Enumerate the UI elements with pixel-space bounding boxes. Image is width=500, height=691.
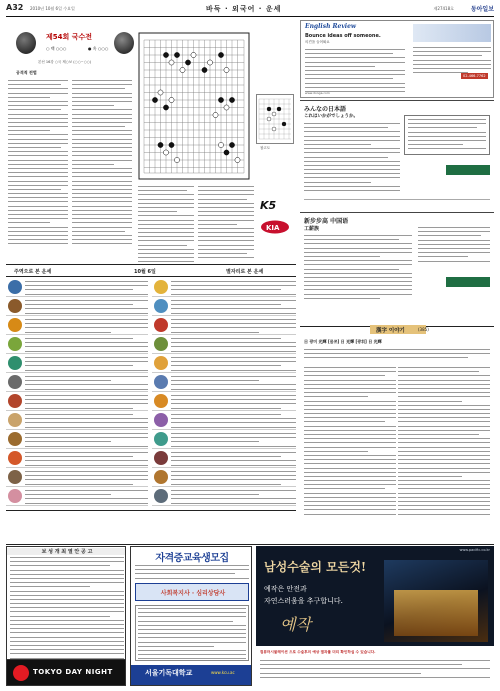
dragon-icon — [8, 356, 22, 370]
japanese-section-title: みんなの日本語 — [304, 106, 347, 113]
tokyo-ad — [7, 659, 126, 686]
english-photo — [413, 24, 491, 42]
japanese-headline: これはいかがでしょうか。 — [304, 114, 358, 119]
page-header — [6, 3, 494, 17]
baduk-title: 제54회 국수전 — [46, 33, 92, 41]
horse-icon — [8, 394, 22, 408]
ox-icon — [8, 299, 22, 313]
hospital-ad — [256, 546, 494, 686]
taurus-icon — [154, 337, 168, 351]
hanja-quote — [304, 349, 490, 362]
hospital-ad-line2: 자연스러움을 추구합니다. — [264, 597, 343, 605]
hanja-section-title: 漢字 이야기 — [376, 328, 405, 334]
svg-text:KIA: KIA — [266, 224, 280, 232]
baduk-section — [6, 20, 296, 262]
diagram-caption: 공격적 전법 — [16, 70, 37, 75]
license-ad — [130, 546, 252, 686]
player-photo-black — [114, 32, 134, 54]
english-review-section — [300, 20, 494, 98]
hospital-ad-line1: 예작은 안전과 — [264, 585, 307, 593]
english-phone: 02-466-7762 — [463, 74, 486, 78]
baduk-commentary-2 — [72, 80, 132, 255]
scorpio-icon — [154, 451, 168, 465]
newspaper-logo: 동아일보 — [470, 6, 494, 13]
notice-ad — [6, 546, 126, 686]
horoscope-left-title: 주역으로 본 운세 — [14, 269, 52, 275]
gemini-icon — [154, 356, 168, 370]
hospital-ad-site[interactable]: www.pacific.co.kr — [459, 548, 490, 552]
hospital-ad-photo — [384, 560, 488, 642]
japanese-logo — [446, 165, 490, 175]
japanese-vocab-box — [404, 115, 490, 155]
virgo-icon — [154, 413, 168, 427]
hanja-body-2 — [398, 367, 490, 518]
dog-icon — [8, 470, 22, 484]
libra-icon — [154, 432, 168, 446]
english-section-title: English Review — [305, 23, 357, 30]
license-ad-intro — [135, 565, 249, 582]
aries-icon — [154, 318, 168, 332]
notice-title: 보 성 개 최 열 안 공 고 — [7, 548, 126, 555]
rabbit-icon — [8, 337, 22, 351]
go-board-diagram — [138, 32, 250, 180]
license-school-site[interactable]: www.kcu.ac — [211, 670, 235, 675]
hospital-ad-footer — [256, 646, 494, 686]
chinese-section-title: 新步步高 中国语 — [304, 218, 349, 225]
chinese-logo — [446, 277, 490, 287]
reference-diagram-label: 참고도 — [260, 146, 271, 150]
horoscope-right-title: 별자리로 본 운세 — [226, 269, 264, 275]
license-ad-banner — [135, 583, 249, 601]
capricorn-icon — [154, 489, 168, 503]
snake-icon — [8, 375, 22, 389]
page-number: A32 — [6, 3, 24, 12]
player-white: ○ 백 ○○○ — [46, 46, 67, 51]
english-dialogue — [305, 49, 405, 95]
chinese-headline: 工薪族 — [304, 226, 320, 232]
japanese-footer — [304, 199, 490, 200]
hospital-ad-foot: 컴퓨터시뮬레이션 으로 수술후의 예상 결과를 미리 확인하실 수 있습니다. — [260, 650, 376, 654]
license-ad-title: 자격증교육생모집 — [155, 553, 229, 564]
reference-diagram — [256, 94, 294, 144]
license-ad-sub: 사회복지사 · 심리상담사 — [160, 590, 226, 597]
player-black: ● 흑 ○○○ — [88, 46, 109, 51]
japanese-section — [300, 100, 494, 210]
hanja-body-1 — [304, 367, 396, 518]
english-site[interactable]: www.donga.com — [305, 91, 330, 95]
hanja-section — [300, 326, 494, 540]
chinese-dialogue — [304, 235, 412, 302]
hospital-ad-logo: 예작 — [280, 615, 311, 634]
aquarius-icon — [154, 280, 168, 294]
leo-icon — [154, 394, 168, 408]
tiger-icon — [8, 318, 22, 332]
tokyo-logo-icon — [13, 665, 29, 681]
game-subtitle: 본선 16강 ○국 제○보 (○○~○○) — [38, 60, 92, 64]
rat-icon — [8, 280, 22, 294]
horoscope-date: 10월 6일 — [134, 269, 156, 275]
hanja-section-number: (385) — [418, 327, 429, 332]
sponsor-logo-kia — [260, 220, 290, 234]
zodiac-animal-list — [6, 278, 148, 506]
baduk-commentary-3 — [138, 186, 194, 258]
notice-body — [10, 557, 124, 670]
issue-number: 제27418호 — [433, 6, 454, 11]
tokyo-ad-title: TOKYO DAY NIGHT — [33, 668, 113, 676]
license-ad-table — [135, 605, 249, 661]
hanja-headline: 日 광미 光輝 [몸쯔] 日 光輝 [광휘] 日 光輝 — [304, 339, 382, 344]
zodiac-star-list — [152, 278, 296, 506]
pisces-icon — [154, 299, 168, 313]
player-photo-white — [16, 32, 36, 54]
sagittarius-icon — [154, 470, 168, 484]
license-school-name: 서울기독대학교 — [145, 669, 193, 677]
sponsor-logo-k5 — [256, 198, 294, 212]
english-subheadline: 의견을 들어봐요 — [305, 40, 330, 44]
chinese-notes — [418, 227, 490, 265]
hospital-ad-title: 남성수술의 모든것! — [264, 560, 367, 574]
english-headline: Bounce ideas off someone. — [305, 33, 381, 39]
chinese-section — [300, 212, 494, 312]
rooster-icon — [8, 451, 22, 465]
english-notes — [413, 47, 491, 76]
japanese-dialogue — [304, 123, 400, 194]
monkey-icon — [8, 432, 22, 446]
baduk-commentary-1 — [8, 80, 68, 255]
issue-date: 2010년 10월 6일 수요일 — [30, 6, 75, 11]
sheep-icon — [8, 413, 22, 427]
pig-icon — [8, 489, 22, 503]
license-school-bar — [131, 665, 252, 686]
cancer-icon — [154, 375, 168, 389]
section-title: 바둑 · 외국어 · 운세 — [206, 5, 282, 13]
svg-text:K5: K5 — [260, 199, 277, 212]
baduk-commentary-4 — [198, 186, 254, 258]
